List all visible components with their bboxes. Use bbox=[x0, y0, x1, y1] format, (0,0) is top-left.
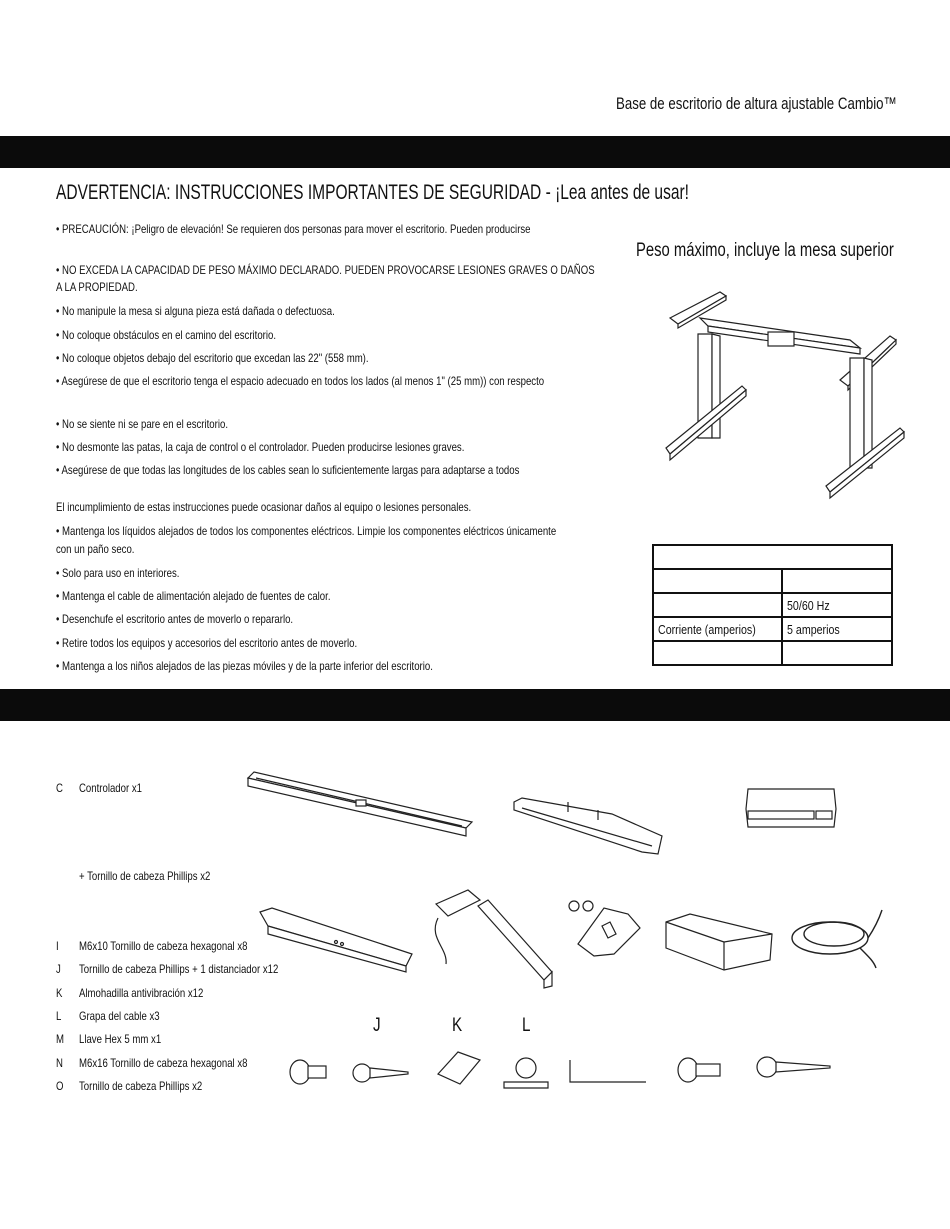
power-cable-drawing bbox=[790, 908, 890, 970]
warning-item: • No manipule la mesa si alguna pieza está dañada o defectuosa. bbox=[56, 304, 335, 318]
spec-cell bbox=[653, 569, 782, 593]
part-letter: L bbox=[56, 1009, 62, 1023]
part-desc: Tornillo de cabeza Phillips + 1 distanciador x12 bbox=[79, 962, 279, 976]
parts-note: + Tornillo de cabeza Phillips x2 bbox=[79, 869, 211, 883]
hex-screw-m6x10-drawing bbox=[288, 1058, 328, 1086]
warning-item: • Retire todos los equipos y accesorios del escritorio antes de moverlo. bbox=[56, 636, 358, 650]
warning-item: • Asegúrese de que todas las longitudes de los cables sean lo suficientemente largas para adaptarse a todos bbox=[56, 463, 520, 477]
part-desc: Almohadilla antivibración x12 bbox=[79, 986, 204, 1000]
spec-cell bbox=[782, 641, 892, 665]
spec-table bbox=[652, 544, 893, 666]
warning-item: • Mantenga el cable de alimentación alejado de fuentes de calor. bbox=[56, 589, 331, 603]
desk-frame-illustration bbox=[660, 288, 900, 500]
max-weight-title: Peso máximo, incluye la mesa superior bbox=[636, 240, 894, 261]
warning-item: • No desmonte las patas, la caja de control o el controlador. Pueden producirse lesiones graves. bbox=[56, 440, 465, 454]
warning-item: con un paño seco. bbox=[56, 542, 135, 556]
warning-item: • No coloque objetos debajo del escritorio que excedan las 22" (558 mm). bbox=[56, 351, 369, 365]
spec-cell bbox=[782, 569, 892, 593]
control-panel-drawing bbox=[744, 787, 838, 829]
control-box-drawing bbox=[662, 912, 774, 974]
crossbar-channel-drawing bbox=[246, 770, 472, 842]
warning-item: A LA PROPIEDAD. bbox=[56, 280, 138, 294]
foot-drawing bbox=[256, 906, 416, 974]
part-letter: K bbox=[56, 986, 63, 1000]
warning-item: • No coloque obstáculos en el camino del escritorio. bbox=[56, 328, 277, 342]
anti-vibration-pad-drawing bbox=[434, 1050, 482, 1088]
mounting-bracket-drawing bbox=[512, 796, 664, 860]
part-letter: N bbox=[56, 1056, 63, 1070]
part-desc: Grapa del cable x3 bbox=[79, 1009, 160, 1023]
part-desc: Tornillo de cabeza Phillips x2 bbox=[79, 1079, 203, 1093]
spec-current-label: Corriente (amperios) bbox=[653, 617, 782, 641]
part-letter: C bbox=[56, 781, 63, 795]
part-letter: I bbox=[56, 939, 59, 953]
diagram-letter-j: J bbox=[373, 1015, 381, 1036]
hex-key-drawing bbox=[568, 1058, 648, 1086]
cable-grip-drawing bbox=[500, 1052, 552, 1090]
warning-item: • NO EXCEDA LA CAPACIDAD DE PESO MÁXIMO DECLARADO. PUEDEN PROVOCARSE LESIONES GRAVES O DAÑOS bbox=[56, 263, 595, 277]
part-desc: M6x16 Tornillo de cabeza hexagonal x8 bbox=[79, 1056, 248, 1070]
diagram-letter-l: L bbox=[522, 1015, 531, 1036]
part-desc: M6x10 Tornillo de cabeza hexagonal x8 bbox=[79, 939, 248, 953]
warning-item: El incumplimiento de estas instrucciones puede ocasionar daños al equipo o lesiones personales. bbox=[56, 500, 472, 514]
part-desc: Llave Hex 5 mm x1 bbox=[79, 1032, 162, 1046]
spec-current-value: 5 amperios bbox=[782, 617, 892, 641]
spec-cell bbox=[653, 641, 782, 665]
section-bar-safety bbox=[0, 136, 950, 168]
part-letter: M bbox=[56, 1032, 64, 1046]
document-title: Base de escritorio de altura ajustable Cambio™ bbox=[616, 94, 897, 113]
hex-screw-m6x16-drawing bbox=[676, 1056, 722, 1084]
warning-item: • Asegúrese de que el escritorio tenga el espacio adecuado en todos los lados (al menos 1" (25 mm)) con respecto bbox=[56, 374, 545, 388]
section-bar-parts bbox=[0, 689, 950, 721]
warning-item: • Solo para uso en interiores. bbox=[56, 566, 180, 580]
spec-frequency-value: 50/60 Hz bbox=[782, 593, 892, 617]
warning-item: • PRECAUCIÓN: ¡Peligro de elevación! Se requieren dos personas para mover el escritorio. Pueden producirse bbox=[56, 222, 531, 236]
spec-cell bbox=[653, 593, 782, 617]
phillips-screw-spacer-drawing bbox=[352, 1060, 412, 1086]
part-letter: O bbox=[56, 1079, 64, 1093]
warning-title: ADVERTENCIA: INSTRUCCIONES IMPORTANTES DE SEGURIDAD - ¡Lea antes de usar! bbox=[56, 181, 689, 204]
warning-item: • Desenchufe el escritorio antes de moverlo o repararlo. bbox=[56, 612, 294, 626]
leg-drawing bbox=[428, 888, 554, 990]
part-letter: J bbox=[56, 962, 61, 976]
diagram-letter-k: K bbox=[452, 1015, 463, 1036]
warning-item: • Mantenga los líquidos alejados de todos los componentes eléctricos. Limpie los componentes eléctricos únicamente bbox=[56, 524, 557, 538]
phillips-screw-drawing bbox=[756, 1054, 832, 1080]
warning-item: • No se siente ni se pare en el escritorio. bbox=[56, 417, 228, 431]
cable-clip-bracket-drawing bbox=[564, 896, 644, 958]
warning-item: • Mantenga a los niños alejados de las piezas móviles y de la parte inferior del escritorio. bbox=[56, 659, 433, 673]
spec-table-header bbox=[653, 545, 892, 569]
part-desc: Controlador x1 bbox=[79, 781, 142, 795]
